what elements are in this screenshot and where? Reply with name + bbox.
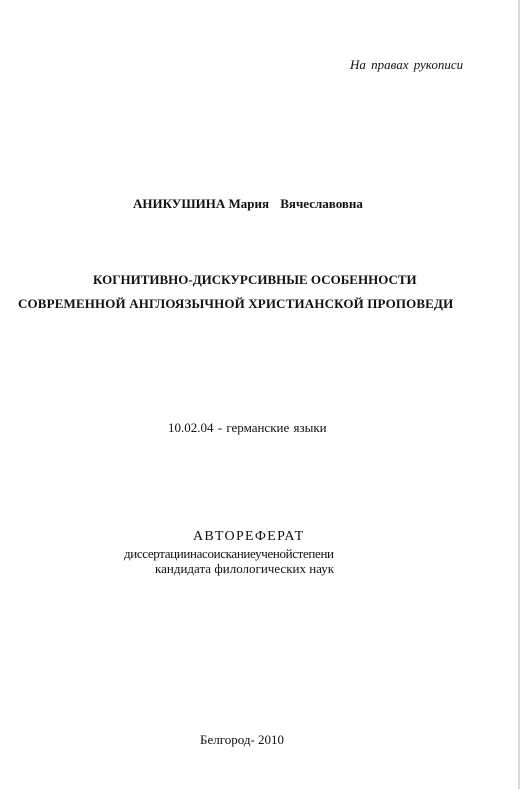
author-surname: АНИКУШИНА: [133, 196, 226, 211]
rights-note: На правах рукописи: [350, 57, 464, 72]
title-line-2: СОВРЕМЕННОЙ АНГЛОЯЗЫЧНОЙ ХРИСТИАНСКОЙ ПРОПОВЕДИ: [18, 296, 454, 311]
specialty-code: 10.02.04 - германские языки: [168, 420, 327, 435]
author-patronymic: Вячеславовна: [280, 196, 363, 211]
degree-line-2: кандидата филологических наук: [155, 561, 335, 576]
author-given-name: Мария: [228, 196, 269, 211]
title-line-1: КОГНИТИВНО-ДИСКУРСИВНЫЕ ОСОБЕННОСТИ: [93, 272, 417, 287]
author-name: [133, 196, 363, 212]
abstract-label: АВТОРЕФЕРАТ: [193, 529, 305, 544]
city-year: Белгород- 2010: [200, 732, 285, 747]
degree-line-1: диссертациинасоисканиеученойстепени: [124, 546, 334, 561]
